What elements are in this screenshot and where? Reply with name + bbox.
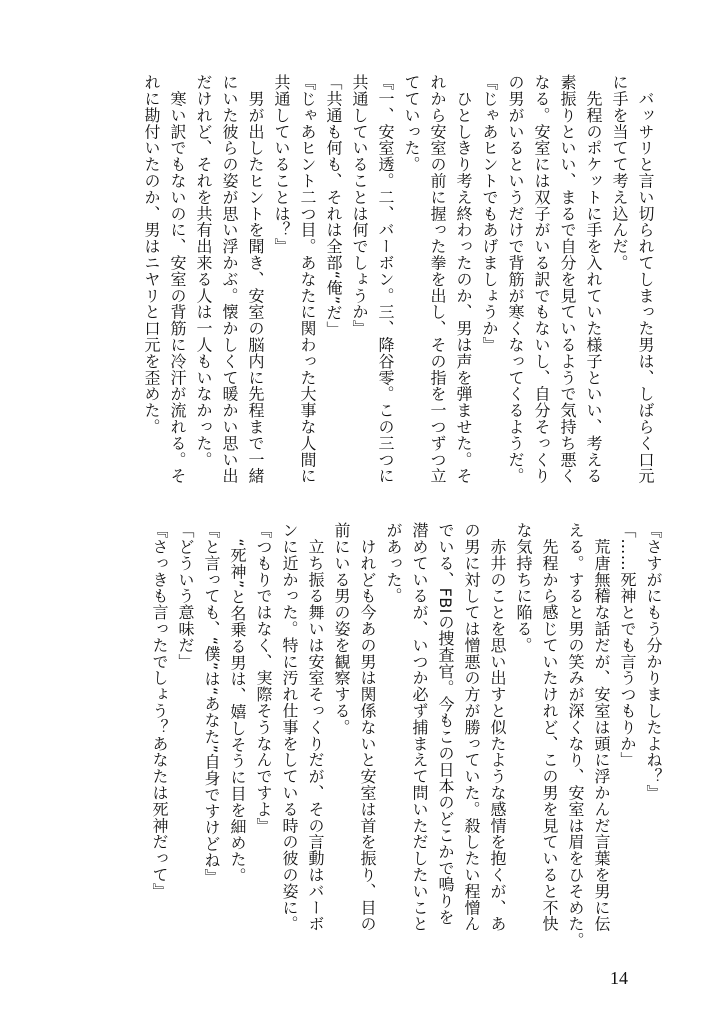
text-line: な気持ちに陥る。 — [514, 522, 533, 654]
text-line: 『じゃあヒント二つ目。あなたに関わった大事な人間に — [298, 74, 317, 484]
text-line: てていった。 — [402, 74, 421, 173]
text-line: れから安室の前に握った拳を出し、その指を一つずつ立 — [428, 74, 447, 484]
bottom-text-block — [144, 522, 666, 962]
text-line: 『さっきも言ったでしょう？あなたは死神だって』 — [150, 522, 169, 900]
text-line: 先程から感じていたけれど、この男を見ていると不快 — [540, 522, 559, 932]
text-line: 素振りといい、まるで自分を見ているようで気持ち悪く — [558, 74, 577, 484]
text-line: 共通していることは？』 — [272, 74, 291, 255]
text-line: れに勘付いたのか、男はニヤリと口元を歪めた。 — [142, 74, 161, 435]
text-line: の男に対しては憎悪の方が勝っていた。殺したい程憎ん — [462, 522, 481, 932]
text-line: 男が出したヒントを聞き、安室の脳内に先程まで一緒 — [246, 74, 265, 484]
text-line: に手を当てて考え込んだ。 — [610, 74, 629, 271]
text-line: “死神”と名乗る男は、嬉しそうに目を細めた。 — [228, 522, 247, 884]
text-line: の男がいるというだけで背筋が寒くなってくるようだ。 — [506, 74, 525, 484]
text-line: 『一、安室透。二、バーボン。三、降谷零。この三つに — [376, 74, 395, 484]
text-line: けれども今あの男は関係ないと安室は首を振り、目の — [358, 522, 377, 932]
text-line: 潜めているが、いつか必ず捕まえて問いただしたいこと — [410, 522, 429, 932]
text-line: 荒唐無稽な話だが、安室は頭に浮かんだ言葉を男に伝 — [592, 522, 611, 932]
text-line: 「どういう意味だ」 — [176, 522, 195, 670]
text-line: があった。 — [384, 522, 403, 604]
text-line: 前にいる男の姿を観察する。 — [332, 522, 351, 736]
text-line: でいる、FBIの捜査官。今もこの日本のどこかで鳴りを — [436, 522, 455, 926]
text-line: 先程のポケットに手を入れていた様子といい、考える — [584, 74, 603, 484]
page-number: 14 — [610, 968, 628, 988]
text-line: 『つもりではなく、実際そうなんですよ』 — [254, 522, 273, 834]
text-line: 「……死神とでも言うつもりか」 — [618, 522, 637, 768]
text-line: 共通していることは何でしょうか』 — [350, 74, 369, 337]
text-line: 「共通も何も、それは全部“俺”だ」 — [324, 74, 343, 338]
text-line: 『じゃあヒントでもあげましょうか』 — [480, 74, 499, 353]
text-line: ンに近かった。特に汚れ仕事をしている時の彼の姿に。 — [280, 522, 299, 932]
text-line: える。すると男の笑みが深くなり、安室は眉をひそめた。 — [566, 522, 585, 949]
text-line: だけれど、それを共有出来る人は一人もいなかった。 — [194, 74, 213, 468]
text-line: 寒い訳でもないのに、安室の背筋に冷汗が流れる。そ — [168, 74, 187, 484]
text-line: ひとしきり考え終わったのか、男は声を弾ませた。そ — [454, 74, 473, 484]
top-text-block — [136, 74, 658, 514]
text-line: バッサリと言い切られてしまった男は、しばらく口元 — [636, 74, 655, 484]
text-line: 立ち振る舞いは安室そっくりだが、その言動はバーボ — [306, 522, 325, 932]
text-line: 『と言っても、“僕”は“あなた”自身ですけどね』 — [202, 522, 221, 885]
text-line: にいた彼らの姿が思い浮かぶ。懐かしくて暖かい思い出 — [220, 74, 239, 484]
text-line: なる。安室には双子がいる訳でもないし、自分そっくり — [532, 74, 551, 484]
text-line: 『さすがにもう分かりましたよね？』 — [644, 522, 663, 801]
text-line: 赤井のことを思い出すと似たような感情を抱くが、あ — [488, 522, 507, 932]
